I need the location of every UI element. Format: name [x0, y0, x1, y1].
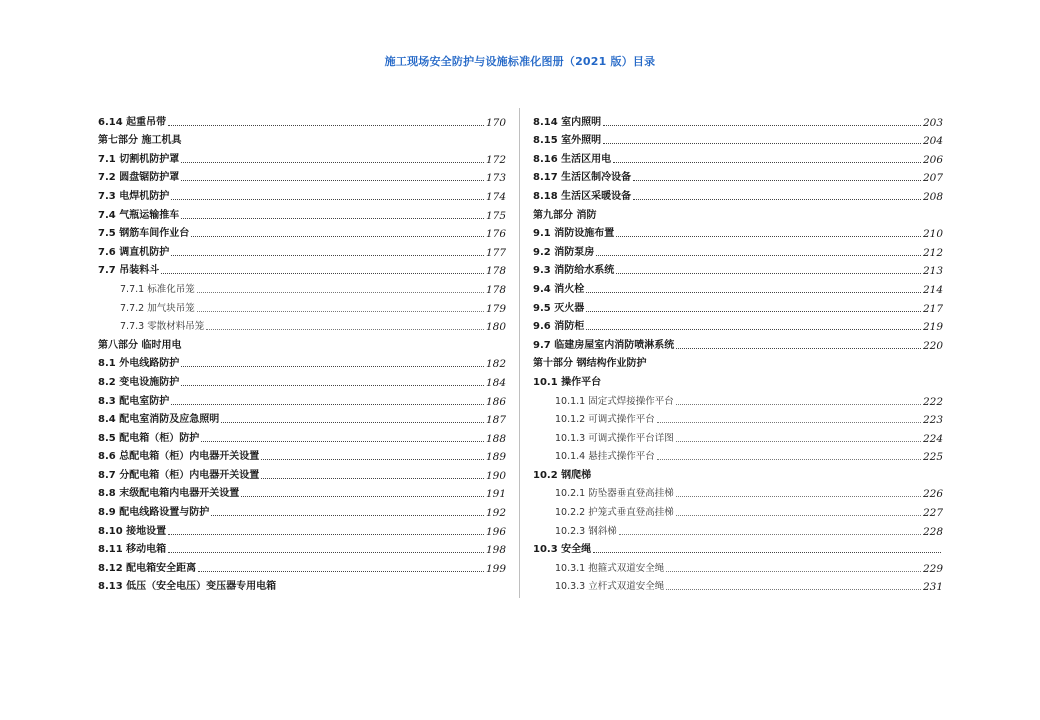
toc-entry[interactable] [533, 408, 943, 427]
toc-entry-label: 10.3.1 抱箍式双道安全绳 [555, 562, 665, 574]
toc-entry-label: 10.1.3 可调式操作平台详图 [555, 432, 674, 444]
toc-entry[interactable] [98, 184, 506, 203]
toc-page-number: 173 [485, 172, 506, 185]
toc-entry-label: 8.15 室外照明 [533, 135, 602, 147]
toc-page-number: 203 [922, 116, 943, 129]
toc-section-heading [533, 370, 943, 389]
toc-entry-label: 8.16 生活区用电 [533, 153, 612, 165]
toc-entry-label: 7.7.1 标准化吊笼 [120, 283, 195, 295]
dot-leader [676, 441, 921, 442]
toc-entry[interactable] [533, 519, 943, 538]
toc-entry[interactable] [98, 352, 506, 371]
dot-leader [666, 589, 921, 590]
dot-leader [586, 329, 921, 330]
dot-leader [603, 143, 921, 144]
toc-entry-label: 10.3.3 立杆式双道安全绳 [555, 581, 665, 593]
toc-entry-label: 9.1 消防设施布置 [533, 228, 615, 240]
toc-entry[interactable] [533, 556, 943, 575]
toc-page-number: 198 [485, 544, 506, 557]
toc-entry[interactable] [533, 277, 943, 296]
toc-entry[interactable] [533, 389, 943, 408]
toc-entry[interactable] [533, 184, 943, 203]
dot-leader [676, 515, 921, 516]
toc-entry-label: 10.1.4 悬挂式操作平台 [555, 451, 655, 463]
dot-leader [168, 552, 484, 553]
dot-leader [676, 404, 921, 405]
toc-entry[interactable] [98, 203, 506, 222]
toc-entry[interactable] [533, 296, 943, 315]
toc-section-heading [533, 352, 943, 371]
toc-page-number: 231 [922, 581, 943, 594]
dot-leader [191, 236, 484, 237]
toc-page-number: 170 [485, 116, 506, 129]
toc-right-column [533, 110, 943, 593]
toc-entry[interactable] [533, 482, 943, 501]
toc-entry-label: 10.1.2 可调式操作平台 [555, 414, 655, 426]
toc-page-number: 206 [922, 153, 943, 166]
toc-entry[interactable] [533, 500, 943, 519]
toc-left-column [98, 110, 506, 593]
toc-entry-label: 第八部分 临时用电 [98, 339, 182, 351]
toc-page-number: 229 [922, 562, 943, 575]
toc-entry-label: 7.2 圆盘锯防护罩 [98, 172, 180, 184]
toc-section-heading [98, 129, 506, 148]
toc-entry[interactable] [533, 259, 943, 278]
dot-leader [619, 534, 921, 535]
toc-entry-label: 8.3 配电室防护 [98, 395, 170, 407]
toc-section-heading [533, 463, 943, 482]
dot-leader [181, 385, 484, 386]
toc-entry[interactable] [533, 445, 943, 464]
toc-entry-label: 7.1 切割机防护罩 [98, 153, 180, 165]
toc-page-number: 189 [485, 451, 506, 464]
dot-leader [261, 478, 484, 479]
toc-entry[interactable] [98, 222, 506, 241]
toc-entry[interactable] [98, 110, 506, 129]
toc-page-number: 176 [485, 228, 506, 241]
toc-page-number: 196 [485, 525, 506, 538]
toc-entry-label: 9.5 灭火器 [533, 302, 585, 314]
toc-page-number: 178 [485, 283, 506, 296]
dot-leader [241, 496, 484, 497]
dot-leader [657, 422, 921, 423]
toc-page-number: 178 [485, 265, 506, 278]
toc-entry-label: 8.12 配电箱安全距离 [98, 562, 197, 574]
toc-entry-label: 7.7 吊装料斗 [98, 265, 160, 277]
dot-leader [171, 255, 484, 256]
dot-leader [198, 571, 484, 572]
toc-entry-label: 8.6 总配电箱（柜）内电器开关设置 [98, 451, 260, 463]
toc-entry[interactable] [98, 147, 506, 166]
toc-entry-label: 第十部分 钢结构作业防护 [533, 358, 647, 370]
toc-page-number: 220 [922, 339, 943, 352]
dot-leader [593, 552, 941, 553]
toc-entry[interactable] [98, 277, 506, 296]
dot-leader [596, 255, 921, 256]
toc-page-number: 191 [485, 488, 506, 501]
toc-page-number: 175 [485, 209, 506, 222]
toc-section-heading [98, 333, 506, 352]
toc-page-number: 180 [485, 321, 506, 334]
toc-entry-label: 8.2 变电设施防护 [98, 376, 180, 388]
toc-page-number: 192 [485, 507, 506, 520]
toc-entry-label: 10.1 操作平台 [533, 376, 602, 388]
dot-leader [221, 422, 484, 423]
toc-entry-label: 第九部分 消防 [533, 209, 597, 221]
toc-entry[interactable] [533, 575, 943, 594]
dot-leader [168, 534, 484, 535]
toc-page-number: 172 [485, 153, 506, 166]
toc-entry-label: 7.7.3 零散材料吊笼 [120, 321, 205, 333]
toc-entry-label: 10.2.1 防坠器垂直登高挂梯 [555, 488, 674, 500]
toc-entry[interactable] [533, 426, 943, 445]
toc-entry[interactable] [98, 463, 506, 482]
toc-page-number: 217 [922, 302, 943, 315]
toc-entry-label: 9.4 消火栓 [533, 283, 585, 295]
toc-entry-label: 8.18 生活区采暖设备 [533, 190, 632, 202]
dot-leader [197, 292, 484, 293]
dot-leader [161, 273, 484, 274]
toc-entry[interactable] [533, 538, 943, 557]
toc-entry-label: 7.3 电焊机防护 [98, 190, 170, 202]
toc-entry[interactable] [98, 556, 506, 575]
toc-entry-label: 10.2 钢爬梯 [533, 469, 592, 481]
dot-leader [676, 348, 921, 349]
toc-page-number: 222 [922, 395, 943, 408]
toc-entry[interactable] [98, 519, 506, 538]
toc-page-number: 177 [485, 246, 506, 259]
toc-entry-label: 10.1.1 固定式焊接操作平台 [555, 395, 674, 407]
dot-leader [197, 311, 484, 312]
dot-leader [171, 404, 484, 405]
toc-page-number: 227 [922, 507, 943, 520]
toc-page-number: 212 [922, 246, 943, 259]
dot-leader [206, 329, 484, 330]
column-divider [519, 108, 520, 598]
toc-entry[interactable] [533, 147, 943, 166]
toc-page-number: 210 [922, 228, 943, 241]
toc-entry[interactable] [98, 426, 506, 445]
dot-leader [633, 180, 921, 181]
dot-leader [181, 180, 484, 181]
toc-entry[interactable] [533, 222, 943, 241]
toc-entry[interactable] [98, 370, 506, 389]
toc-page-number: 223 [922, 414, 943, 427]
toc-entry-label: 8.9 配电线路设置与防护 [98, 507, 210, 519]
dot-leader [586, 311, 921, 312]
toc-entry-label: 8.11 移动电箱 [98, 544, 167, 556]
toc-entry-label: 8.7 分配电箱（柜）内电器开关设置 [98, 469, 260, 481]
dot-leader [168, 125, 484, 126]
toc-page-number: 208 [922, 190, 943, 203]
dot-leader [171, 199, 484, 200]
toc-entry-label: 7.7.2 加气块吊笼 [120, 302, 195, 314]
toc-entry[interactable] [98, 445, 506, 464]
dot-leader [181, 218, 484, 219]
toc-entry[interactable] [533, 166, 943, 185]
toc-entry[interactable] [533, 110, 943, 129]
toc-page-number: 225 [922, 451, 943, 464]
toc-page-number: 228 [922, 525, 943, 538]
toc-entry-label: 9.6 消防柜 [533, 321, 585, 333]
dot-leader [616, 236, 921, 237]
toc-entry[interactable] [98, 259, 506, 278]
toc-page-number: 184 [485, 376, 506, 389]
toc-page-number: 207 [922, 172, 943, 185]
toc-page-number: 204 [922, 135, 943, 148]
toc-entry-label: 6.14 起重吊带 [98, 116, 167, 128]
dot-leader [261, 459, 484, 460]
toc-page-number: 226 [922, 488, 943, 501]
toc-entry-label: 9.3 消防给水系统 [533, 265, 615, 277]
dot-leader [666, 571, 921, 572]
toc-entry-label: 第七部分 施工机具 [98, 135, 182, 147]
dot-leader [586, 292, 921, 293]
toc-page-number: 188 [485, 432, 506, 445]
toc-entry-label: 9.2 消防泵房 [533, 246, 595, 258]
toc-section-heading [533, 203, 943, 222]
toc-page-number: 174 [485, 190, 506, 203]
toc-entry[interactable] [98, 389, 506, 408]
toc-page-number: 213 [922, 265, 943, 278]
toc-entry-label: 10.2.2 护笼式垂直登高挂梯 [555, 507, 674, 519]
toc-entry[interactable] [98, 500, 506, 519]
toc-entry-label: 7.4 气瓶运输推车 [98, 209, 180, 221]
toc-entry-label: 7.6 调直机防护 [98, 246, 170, 258]
dot-leader [676, 496, 921, 497]
toc-entry-label: 8.5 配电箱（柜）防护 [98, 432, 200, 444]
toc-entry-label: 10.3 安全绳 [533, 544, 592, 556]
toc-entry-label: 8.1 外电线路防护 [98, 358, 180, 370]
toc-entry[interactable] [533, 129, 943, 148]
toc-page-number: 187 [485, 414, 506, 427]
toc-entry[interactable] [533, 315, 943, 334]
toc-page-number: 219 [922, 321, 943, 334]
toc-entry[interactable] [533, 333, 943, 352]
toc-page-number: 190 [485, 469, 506, 482]
toc-entry-label: 8.8 末级配电箱内电器开关设置 [98, 488, 240, 500]
toc-page-number: 199 [485, 562, 506, 575]
toc-entry-label: 8.17 生活区制冷设备 [533, 172, 632, 184]
dot-leader [603, 125, 921, 126]
dot-leader [613, 162, 921, 163]
toc-entry-label: 8.14 室内照明 [533, 116, 602, 128]
toc-entry-label: 8.4 配电室消防及应急照明 [98, 414, 220, 426]
toc-entry[interactable] [533, 240, 943, 259]
dot-leader [657, 459, 921, 460]
toc-page-number: 179 [485, 302, 506, 315]
dot-leader [201, 441, 484, 442]
toc-entry[interactable] [98, 240, 506, 259]
toc-page-number: 214 [922, 283, 943, 296]
toc-page-number: 224 [922, 432, 943, 445]
toc-page-number: 182 [485, 358, 506, 371]
toc-entry[interactable] [98, 538, 506, 557]
document-title: 施工现场安全防护与设施标准化图册（2021 版）目录 [384, 55, 656, 68]
toc-entry[interactable] [98, 166, 506, 185]
toc-section-heading [98, 575, 506, 594]
dot-leader [633, 199, 921, 200]
toc-entry[interactable] [98, 315, 506, 334]
toc-entry-label: 9.7 临建房屋室内消防喷淋系统 [533, 339, 675, 351]
toc-entry-label: 10.2.3 钢斜梯 [555, 525, 617, 537]
toc-entry-label: 7.5 钢筋车间作业台 [98, 228, 190, 240]
toc-entry-label: 8.10 接地设置 [98, 525, 167, 537]
toc-entry[interactable] [98, 408, 506, 427]
dot-leader [211, 515, 484, 516]
toc-entry[interactable] [98, 482, 506, 501]
dot-leader [616, 273, 921, 274]
dot-leader [181, 162, 484, 163]
toc-page-number: 186 [485, 395, 506, 408]
toc-entry[interactable] [98, 296, 506, 315]
toc-entry-label: 8.13 低压（安全电压）变压器专用电箱 [98, 581, 277, 593]
dot-leader [181, 366, 484, 367]
